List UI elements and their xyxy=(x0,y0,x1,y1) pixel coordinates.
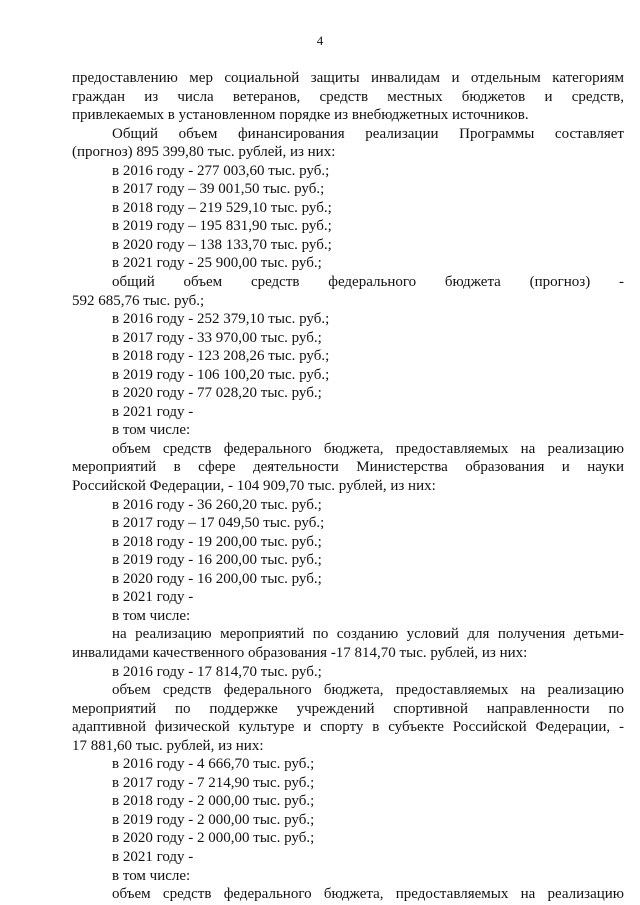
text-line: Общий объем финансирования реализации Программы составляет xyxy=(112,125,624,142)
text-line: в 2018 году - 2 000,00 тыс. руб.; xyxy=(112,793,315,810)
text-line: в 2016 году - 17 814,70 тыс. руб.; xyxy=(112,663,322,680)
text-line: в 2018 году - 123 208,26 тыс. руб.; xyxy=(112,348,330,365)
text-line: в 2020 году - 2 000,00 тыс. руб.; xyxy=(112,830,315,847)
text-line: в 2018 году – 219 529,10 тыс. руб.; xyxy=(112,199,332,216)
text-line: мероприятий в сфере деятельности Министерства образования и науки xyxy=(72,459,624,476)
text-line: объем средств федерального бюджета, предоставляемых на реализацию xyxy=(112,440,624,457)
text-line: в 2019 году - 2 000,00 тыс. руб.; xyxy=(112,811,315,828)
text-line: в 2021 году - xyxy=(112,403,194,420)
text-line: в 2019 году - 16 200,00 тыс. руб.; xyxy=(112,552,322,569)
text-line: Российской Федерации, - 104 909,70 тыс. рублей, из них: xyxy=(72,478,436,495)
text-line: в 2019 году – 195 831,90 тыс. руб.; xyxy=(112,218,332,235)
text-line: 592 685,76 тыс. руб.; xyxy=(72,292,205,309)
text-line: в 2020 году – 138 133,70 тыс. руб.; xyxy=(112,236,332,253)
text-line: на реализацию мероприятий по созданию условий для получения детьми- xyxy=(112,626,624,643)
text-line: в 2016 году - 252 379,10 тыс. руб.; xyxy=(112,311,330,328)
text-line: в 2020 году - 16 200,00 тыс. руб.; xyxy=(112,570,322,587)
text-line: в том числе: xyxy=(112,867,191,884)
text-line: мероприятий по поддержке учреждений спортивной направленности по xyxy=(72,700,624,717)
text-line: в 2017 году – 17 049,50 тыс. руб.; xyxy=(112,515,325,532)
text-line: (прогноз) 895 399,80 тыс. рублей, из них: xyxy=(72,144,336,161)
text-line: объем средств федерального бюджета, предоставляемых на реализацию xyxy=(112,886,624,903)
text-line: в 2016 году - 277 003,60 тыс. руб.; xyxy=(112,162,330,179)
text-line: объем средств федерального бюджета, предоставляемых на реализацию xyxy=(112,682,624,699)
text-line: в 2021 году - xyxy=(112,848,194,865)
text-line: в 2019 году - 106 100,20 тыс. руб.; xyxy=(112,366,330,383)
text-line: инвалидами качественного образования -17 814,70 тыс. рублей, из них: xyxy=(72,644,528,661)
text-line: в 2016 году - 4 666,70 тыс. руб.; xyxy=(112,756,315,773)
text-line: в том числе: xyxy=(112,607,191,624)
text-line: в 2021 году - 25 900,00 тыс. руб.; xyxy=(112,255,322,272)
text-line: привлекаемых в установленном порядке из внебюджетных источников. xyxy=(72,107,529,124)
text-line: предоставлению мер социальной защиты инвалидам и отдельным категориям xyxy=(72,70,624,86)
text-line: в 2021 году - xyxy=(112,589,194,606)
text-line: общий объем средств федерального бюджета (прогноз) - xyxy=(112,274,624,291)
text-line: 17 881,60 тыс. рублей, из них: xyxy=(72,737,264,754)
text-line: граждан из числа ветеранов, средств местных бюджетов и средств, xyxy=(72,88,624,105)
text-line: в 2018 году - 19 200,00 тыс. руб.; xyxy=(112,533,322,550)
text-line: в том числе: xyxy=(112,422,191,439)
text-line: адаптивной физической культуре и спорту в субъекте Российской Федерации, - xyxy=(72,719,624,736)
document-body xyxy=(72,69,624,904)
text-line: в 2020 году - 77 028,20 тыс. руб.; xyxy=(112,385,322,402)
page-number: 4 xyxy=(316,33,324,48)
text-line: в 2017 году - 7 214,90 тыс. руб.; xyxy=(112,774,315,791)
text-line: в 2016 году - 36 260,20 тыс. руб.; xyxy=(112,496,322,513)
text-line: в 2017 году – 39 001,50 тыс. руб.; xyxy=(112,181,325,198)
text-line: в 2017 году - 33 970,00 тыс. руб.; xyxy=(112,329,322,346)
